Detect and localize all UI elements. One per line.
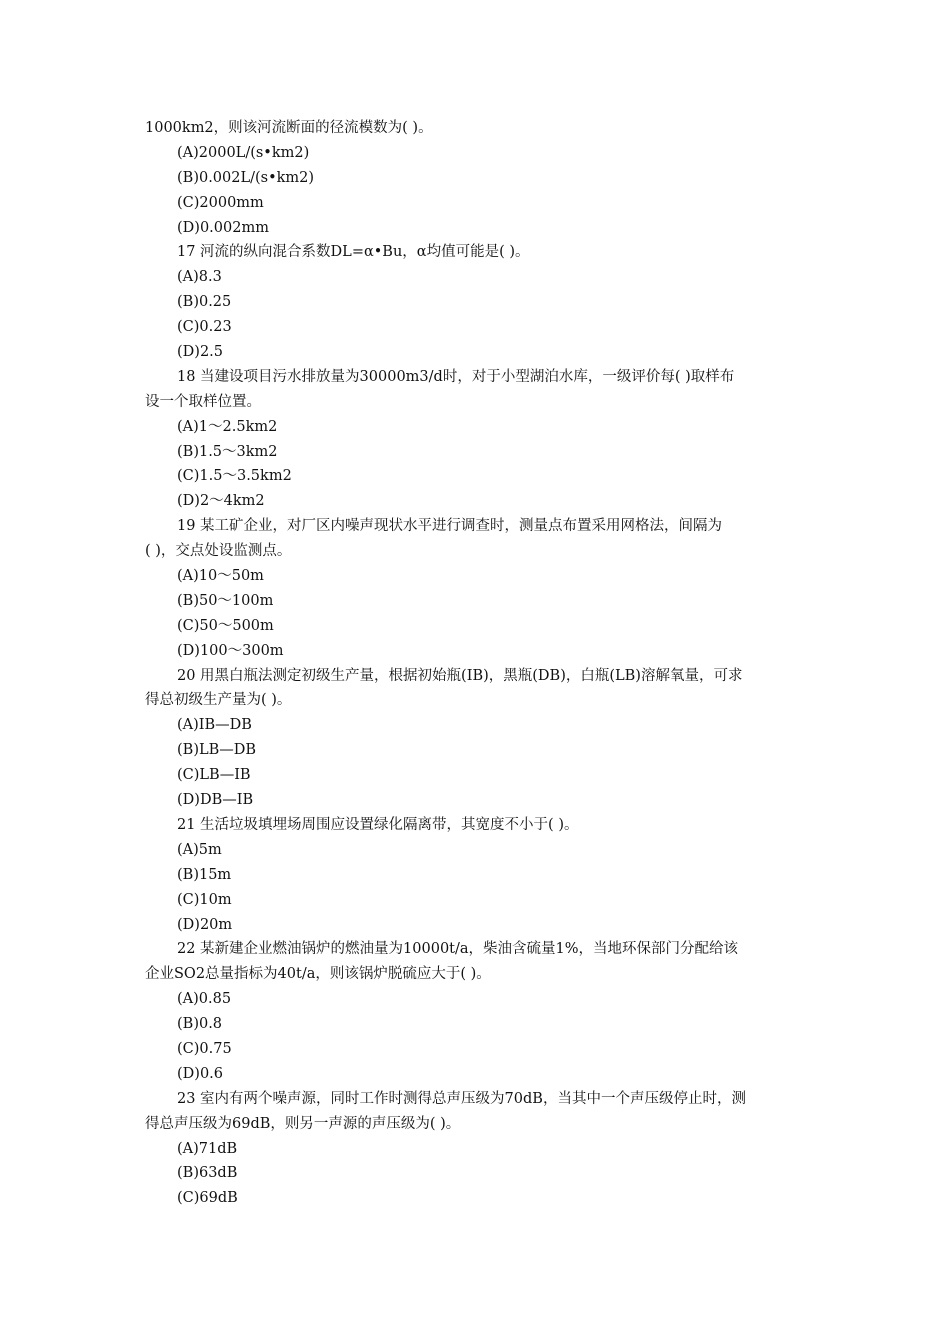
text-line: 22 某新建企业燃油锅炉的燃油量为10000t/a，柴油含硫量1%，当地环保部门分配给该	[177, 941, 739, 958]
text-line: 20 用黑白瓶法测定初级生产量，根据初始瓶(IB)，黑瓶(DB)，白瓶(LB)溶解氧量，可求	[177, 667, 743, 684]
text-line: (C)0.75	[177, 1040, 232, 1057]
text-line: (A)71dB	[177, 1140, 238, 1157]
text-line: (D)0.002mm	[177, 219, 269, 236]
text-line: (B)1.5～3km2	[177, 443, 278, 460]
text-line: (B)63dB	[177, 1165, 238, 1182]
text-line: (D)DB—IB	[177, 792, 254, 809]
text-line: (D)2.5	[177, 344, 223, 361]
text-line: 得总初级生产量为( )。	[145, 692, 292, 709]
text-line: (A)10～50m	[177, 568, 264, 585]
text-line: (C)50～500m	[177, 617, 274, 634]
text-line: 17 河流的纵向混合系数DL=α•Bu，α均值可能是( )。	[177, 244, 530, 261]
text-line: (D)100～300m	[177, 642, 284, 659]
text-line: 得总声压级为69dB，则另一声源的声压级为( )。	[145, 1115, 461, 1132]
document-page	[145, 116, 810, 1211]
text-line: 1000km2，则该河流断面的径流模数为( )。	[145, 120, 433, 136]
text-line: (A)1～2.5km2	[177, 418, 278, 435]
text-line: (B)0.002L/(s•km2)	[177, 169, 315, 186]
text-line: (D)0.6	[177, 1065, 223, 1082]
text-line: (C)0.23	[177, 319, 232, 336]
text-line: (C)2000mm	[177, 194, 264, 211]
text-line: 企业SO2总量指标为40t/a，则该锅炉脱硫应大于( )。	[145, 966, 491, 983]
text-line: (B)LB—DB	[177, 742, 257, 759]
text-line: 19 某工矿企业，对厂区内噪声现状水平进行调查时，测量点布置采用网格法，间隔为	[177, 518, 723, 535]
text-line: (C)69dB	[177, 1190, 238, 1207]
text-line: 设一个取样位置。	[145, 393, 261, 410]
text-line: (A)0.85	[177, 991, 232, 1008]
text-line: (D)2～4km2	[177, 493, 265, 510]
text-line: (D)20m	[177, 916, 233, 933]
text-line: 23 室内有两个噪声源，同时工作时测得总声压级为70dB，当其中一个声压级停止时，测	[177, 1090, 746, 1107]
text-line: (B)0.25	[177, 294, 232, 311]
text-line: (B)15m	[177, 866, 232, 883]
text-line: (C)10m	[177, 891, 232, 908]
text-line: (A)8.3	[177, 269, 222, 286]
text-line: ( )，交点处设监测点。	[145, 543, 292, 560]
text-line: 18 当建设项目污水排放量为30000m3/d时，对于小型湖泊水库，一级评价每( )取样布	[177, 368, 735, 385]
text-line: (A)2000L/(s•km2)	[177, 144, 310, 161]
text-line: (A)IB—DB	[177, 717, 252, 734]
text-line: 21 生活垃圾填埋场周围应设置绿化隔离带，其宽度不小于( )。	[177, 816, 579, 833]
text-line: (A)5m	[177, 841, 222, 858]
text-line: (B)0.8	[177, 1016, 223, 1033]
text-line: (C)1.5～3.5km2	[177, 468, 292, 485]
text-line: (C)LB—IB	[177, 767, 251, 784]
text-line: (B)50～100m	[177, 592, 274, 609]
